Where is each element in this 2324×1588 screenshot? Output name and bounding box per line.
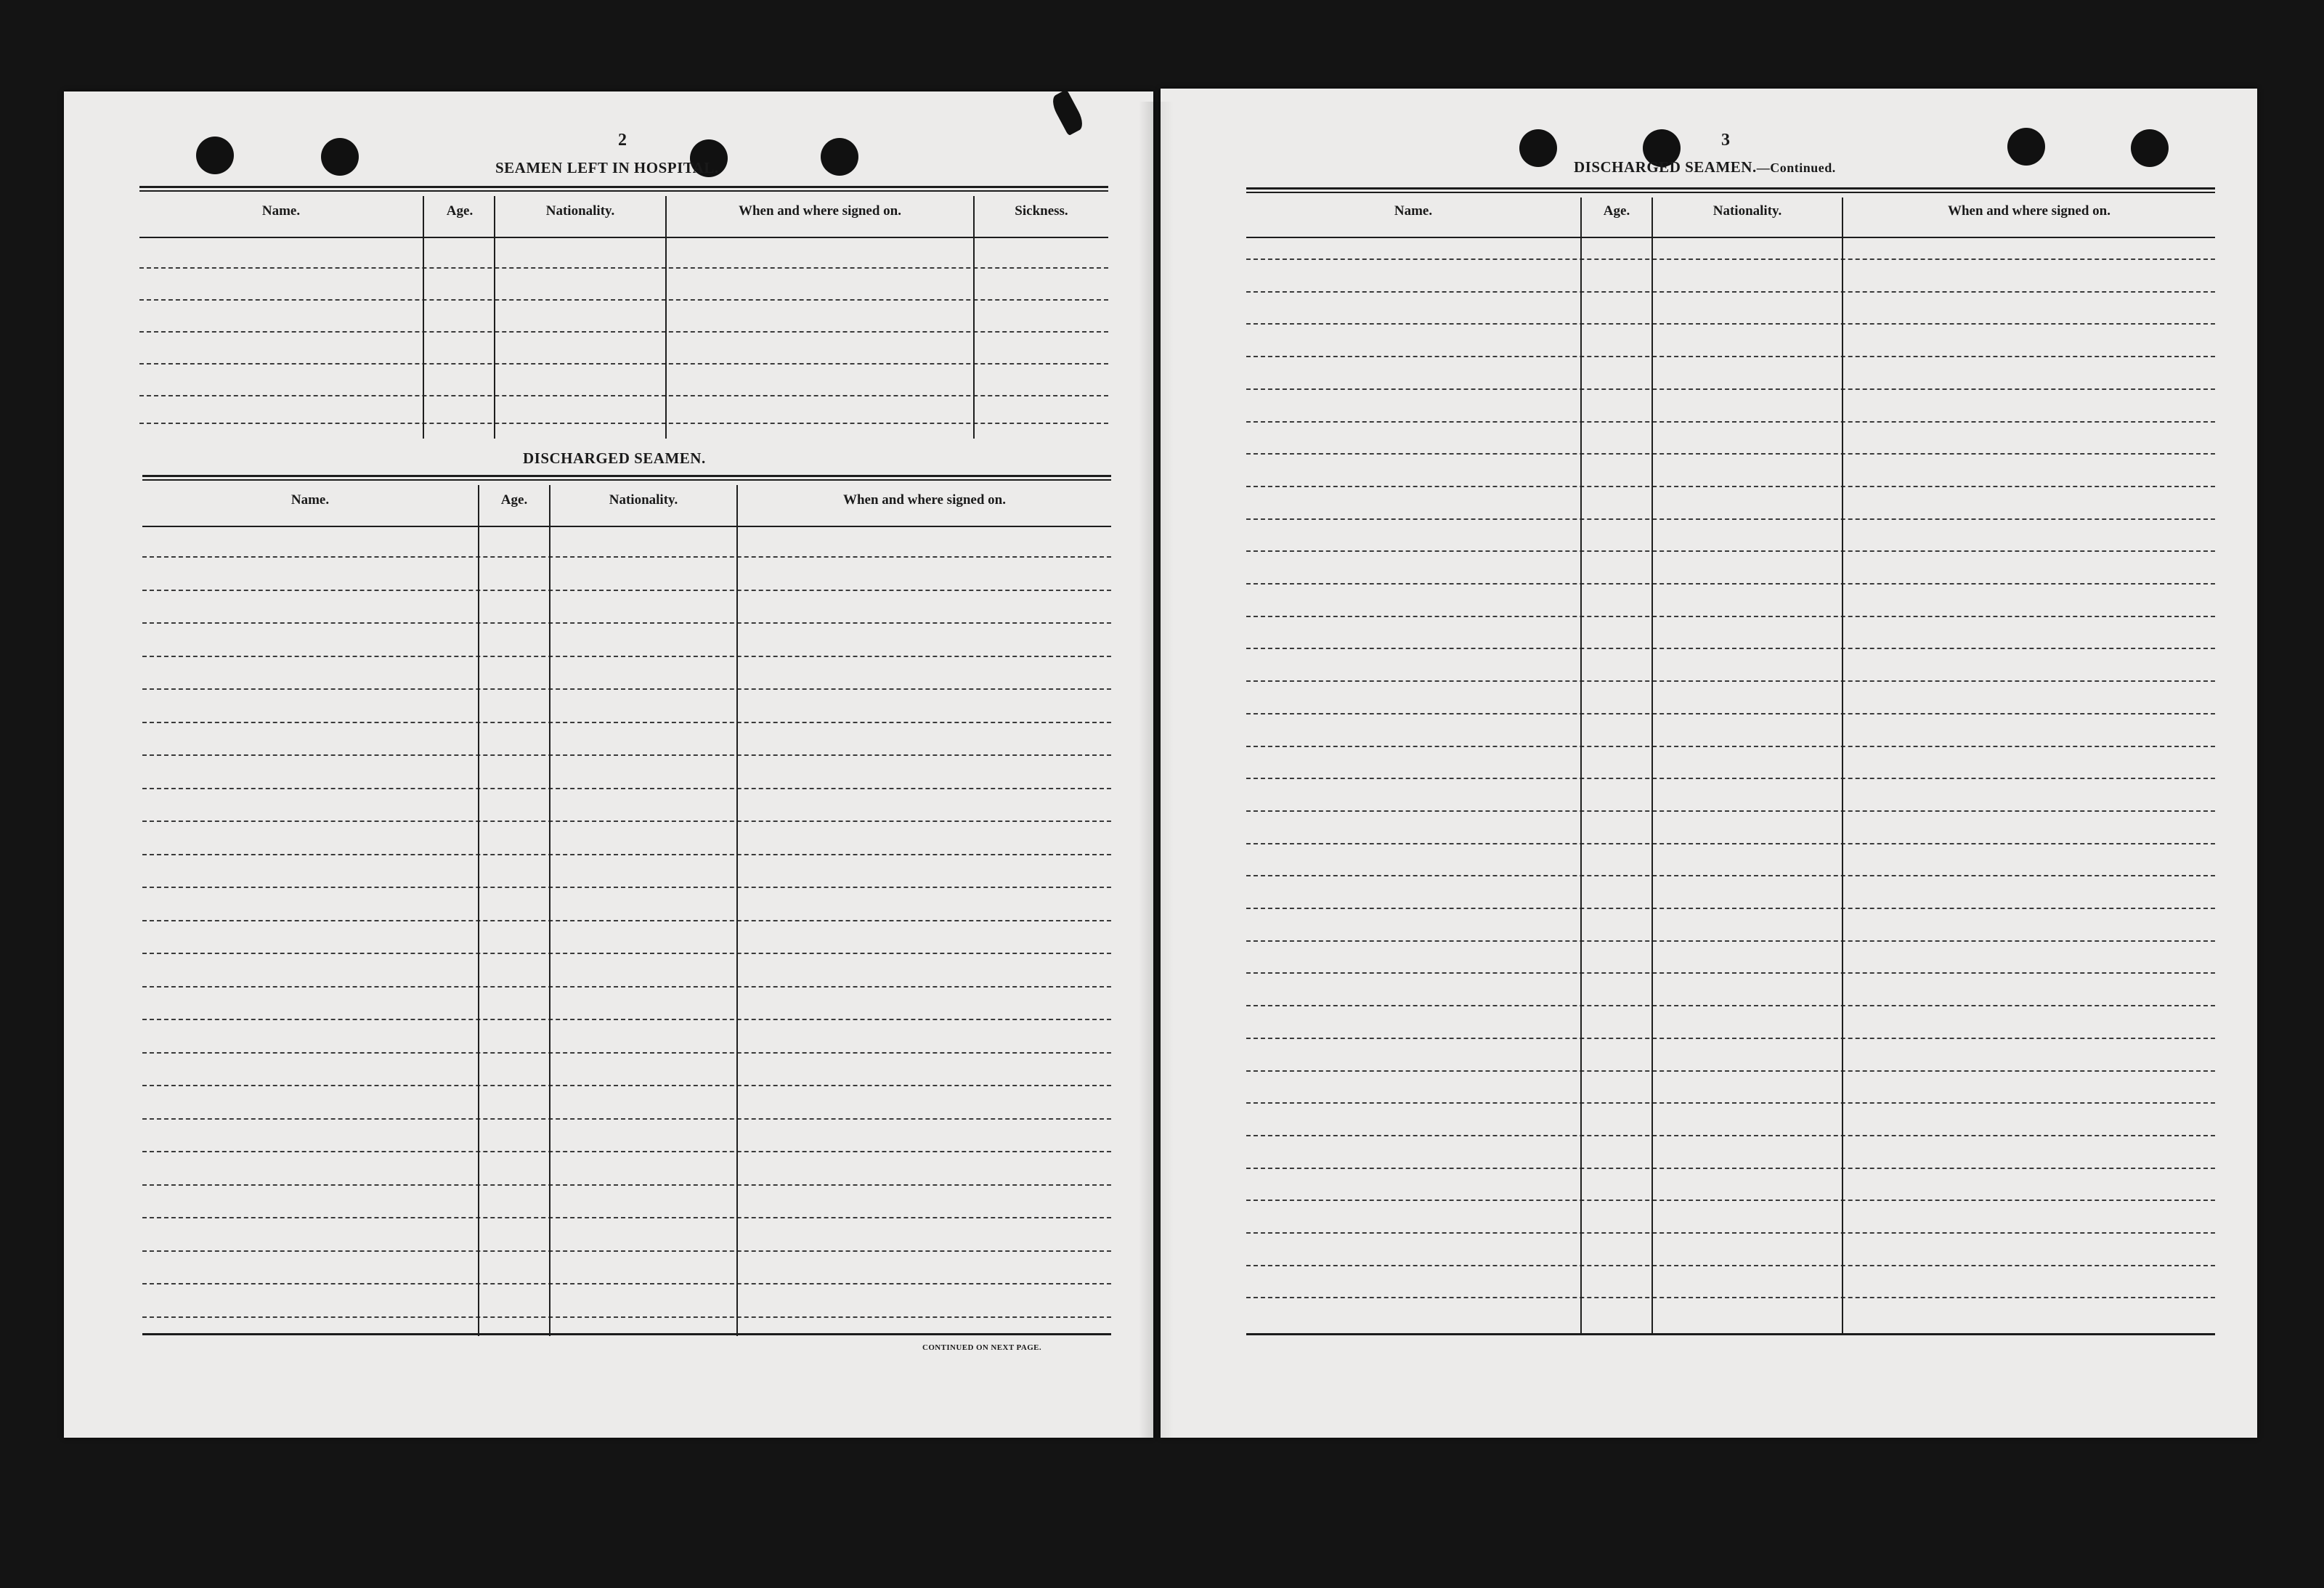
row-line xyxy=(139,331,1108,333)
row-line xyxy=(142,986,1111,988)
row-line xyxy=(142,1283,1111,1284)
left-page-number: 2 xyxy=(618,131,627,150)
row-line xyxy=(142,1019,1111,1020)
row-line xyxy=(142,688,1111,690)
table-top-rule xyxy=(1246,192,2215,193)
punch-hole xyxy=(1519,129,1557,167)
row-line xyxy=(142,556,1111,558)
row-line xyxy=(1246,323,2215,325)
table-top-rule xyxy=(1246,187,2215,190)
row-line xyxy=(142,1052,1111,1054)
row-line xyxy=(1246,356,2215,357)
punch-hole xyxy=(2131,129,2169,167)
punch-hole xyxy=(321,138,359,176)
row-line xyxy=(142,854,1111,855)
row-line xyxy=(1246,1102,2215,1104)
row-line xyxy=(142,590,1111,591)
row-line xyxy=(142,887,1111,888)
row-line xyxy=(139,363,1108,365)
row-line xyxy=(142,821,1111,822)
row-line xyxy=(142,1151,1111,1152)
column-divider xyxy=(1842,198,1843,1335)
col-age-header: Age. xyxy=(446,203,474,219)
col-name-header: Name. xyxy=(1394,203,1433,219)
row-line xyxy=(1246,1070,2215,1072)
row-line xyxy=(1246,810,2215,812)
table-header-rule xyxy=(142,526,1111,527)
row-line xyxy=(142,1316,1111,1318)
row-line xyxy=(1246,616,2215,617)
discharged-section-title: DISCHARGED SEAMEN. xyxy=(523,449,706,467)
row-line xyxy=(1246,1168,2215,1169)
row-line xyxy=(1246,421,2215,423)
row-line xyxy=(1246,713,2215,714)
row-line xyxy=(1246,680,2215,682)
row-line xyxy=(1246,1265,2215,1266)
col-nationality-header: Nationality. xyxy=(545,203,615,219)
discharged-table xyxy=(142,475,1111,1336)
table-top-rule xyxy=(142,475,1111,477)
row-line xyxy=(1246,746,2215,747)
right-page-number: 3 xyxy=(1721,131,1730,150)
table-top-rule xyxy=(139,190,1108,192)
row-line xyxy=(142,656,1111,657)
table-top-rule xyxy=(142,479,1111,481)
col-nationality-header: Nationality. xyxy=(609,492,678,508)
table-header-rule xyxy=(139,237,1108,238)
row-line xyxy=(139,299,1108,301)
column-divider xyxy=(478,485,479,1336)
row-line xyxy=(142,754,1111,756)
hospital-section-title: SEAMEN LEFT IN HOSPITAL. xyxy=(495,159,719,176)
row-line xyxy=(1246,1135,2215,1136)
col-age-header: Age. xyxy=(500,492,528,508)
row-line xyxy=(1246,518,2215,520)
page-gutter xyxy=(1139,102,1174,1438)
table-bottom-rule xyxy=(1246,1333,2215,1335)
row-line xyxy=(1246,1232,2215,1234)
row-line xyxy=(1246,843,2215,844)
column-divider xyxy=(1651,198,1653,1335)
row-line xyxy=(142,1250,1111,1252)
table-header-rule xyxy=(1246,237,2215,238)
row-line xyxy=(1246,1200,2215,1201)
col-name-header: Name. xyxy=(290,492,330,508)
continued-section-title xyxy=(1574,158,1836,176)
row-line xyxy=(142,622,1111,624)
punch-hole xyxy=(196,137,234,174)
row-line xyxy=(142,953,1111,954)
row-line xyxy=(1246,583,2215,585)
row-line xyxy=(1246,258,2215,260)
section-title-main: DISCHARGED SEAMEN. xyxy=(1574,158,1757,176)
col-sickness-header: Sickness. xyxy=(1015,203,1068,219)
column-divider xyxy=(973,196,975,439)
col-age-header: Age. xyxy=(1603,203,1630,219)
table-top-rule xyxy=(139,186,1108,188)
col-signed-on-header: When and where signed on. xyxy=(1947,203,2110,219)
row-line xyxy=(1246,875,2215,876)
row-line xyxy=(139,395,1108,396)
row-line xyxy=(142,722,1111,723)
row-line xyxy=(1246,940,2215,942)
row-line xyxy=(142,1184,1111,1186)
row-line xyxy=(139,267,1108,269)
row-line xyxy=(1246,486,2215,487)
punch-hole xyxy=(2007,128,2045,166)
row-line xyxy=(142,1217,1111,1218)
row-line xyxy=(139,423,1108,424)
row-line xyxy=(1246,388,2215,390)
col-nationality-header: Nationality. xyxy=(1712,203,1782,219)
row-line xyxy=(142,920,1111,921)
hospital-table xyxy=(139,186,1108,441)
col-signed-on-header: When and where signed on. xyxy=(842,492,1006,508)
row-line xyxy=(1246,1005,2215,1006)
table-bottom-rule xyxy=(142,1333,1111,1335)
column-divider xyxy=(423,196,424,439)
section-title-suffix: —Continued. xyxy=(1756,160,1836,175)
row-line xyxy=(1246,550,2215,552)
row-line xyxy=(1246,778,2215,779)
row-line xyxy=(1246,1297,2215,1298)
column-divider xyxy=(1580,198,1582,1335)
col-signed-on-header: When and where signed on. xyxy=(738,203,901,219)
row-line xyxy=(142,788,1111,789)
column-divider xyxy=(665,196,667,439)
continued-note: CONTINUED ON NEXT PAGE. xyxy=(922,1343,1042,1352)
row-line xyxy=(1246,291,2215,293)
row-line xyxy=(1246,648,2215,649)
row-line xyxy=(1246,453,2215,455)
col-name-header: Name. xyxy=(261,203,301,219)
column-divider xyxy=(549,485,550,1336)
discharged-continued-table xyxy=(1246,187,2215,1335)
column-divider xyxy=(736,485,738,1336)
row-line xyxy=(1246,1038,2215,1039)
row-line xyxy=(1246,972,2215,974)
row-line xyxy=(1246,908,2215,909)
punch-hole xyxy=(821,138,858,176)
row-line xyxy=(142,1118,1111,1120)
row-line xyxy=(142,1085,1111,1086)
column-divider xyxy=(494,196,495,439)
